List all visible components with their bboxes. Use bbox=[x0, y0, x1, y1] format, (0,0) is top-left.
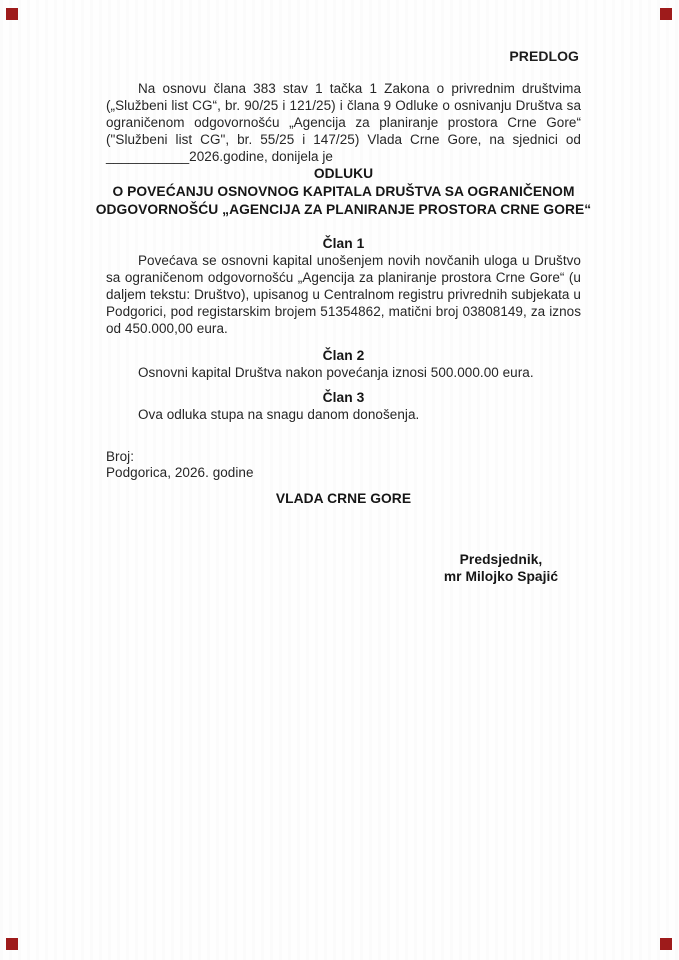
corner-registration-mark-icon bbox=[660, 8, 672, 20]
corner-registration-mark-icon bbox=[6, 8, 18, 20]
article-1 bbox=[106, 235, 581, 337]
article-3-text: Ova odluka stupa na snagu danom donošenja. bbox=[138, 407, 420, 422]
issuer-title: VLADA CRNE GORE bbox=[275, 491, 412, 506]
document-body bbox=[95, 48, 592, 585]
document-title: ODLUKU bbox=[313, 166, 374, 181]
signature-block bbox=[425, 551, 577, 585]
corner-registration-mark-icon bbox=[6, 938, 18, 950]
place-label: Podgorica, bbox=[106, 465, 172, 480]
intro-paragraph: Na osnovu člana 383 stav 1 tačka 1 Zakona o privrednim društvima („Službeni list CG“, br. 90/25 i 121/25) i člana 9 Odluke o osnivanju Društva sa ograničenom odgovornošću „Agencija za planiranje prostora Crne Gore“ ("Službeni list CG", br. 55/25 i 147/25) Vlada Crne Gore, na sjednici od ___________2026.godine, donijela je bbox=[106, 81, 581, 164]
document-title-block bbox=[66, 165, 621, 219]
article-1-text: Povećava se osnovni kapital unošenjem novih novčanih uloga u Društvo sa ograničenom odgovornošću „Agencija za planiranje prostora Crne Gore“ (u daljem tekstu: Društvo), upisanog u Centralnom registru privrednih subjekata u Podgorici, pod registarskim brojem 51354862, matični broj 03808149, za iznos od 450.000,00 eura. bbox=[106, 253, 581, 336]
corner-registration-mark-icon bbox=[660, 938, 672, 950]
place-date-row bbox=[106, 465, 581, 481]
article-1-heading: Član 1 bbox=[322, 236, 365, 251]
article-3 bbox=[106, 389, 581, 423]
number-label: Broj: bbox=[106, 449, 135, 464]
article-2 bbox=[106, 347, 581, 381]
signature-role: Predsjednik, bbox=[459, 552, 543, 567]
document-meta bbox=[106, 449, 581, 481]
article-2-text: Osnovni kapital Društva nakon povećanja iznosi 500.000.00 eura. bbox=[138, 365, 534, 380]
article-2-heading: Član 2 bbox=[322, 348, 365, 363]
document-subtitle-line2: ODGOVORNOŠĆU „AGENCIJA ZA PLANIRANJE PROSTORA CRNE GORE“ bbox=[95, 202, 592, 217]
document-kind-label: PREDLOG bbox=[509, 48, 579, 64]
document-subtitle-line1: O POVEĆANJU OSNOVNOG KAPITALA DRUŠTVA SA OGRANIČENOM bbox=[112, 184, 575, 199]
signature-name: mr Milojko Spajić bbox=[443, 569, 559, 584]
article-3-heading: Član 3 bbox=[322, 390, 365, 405]
date-label: 2026. godine bbox=[174, 465, 254, 480]
